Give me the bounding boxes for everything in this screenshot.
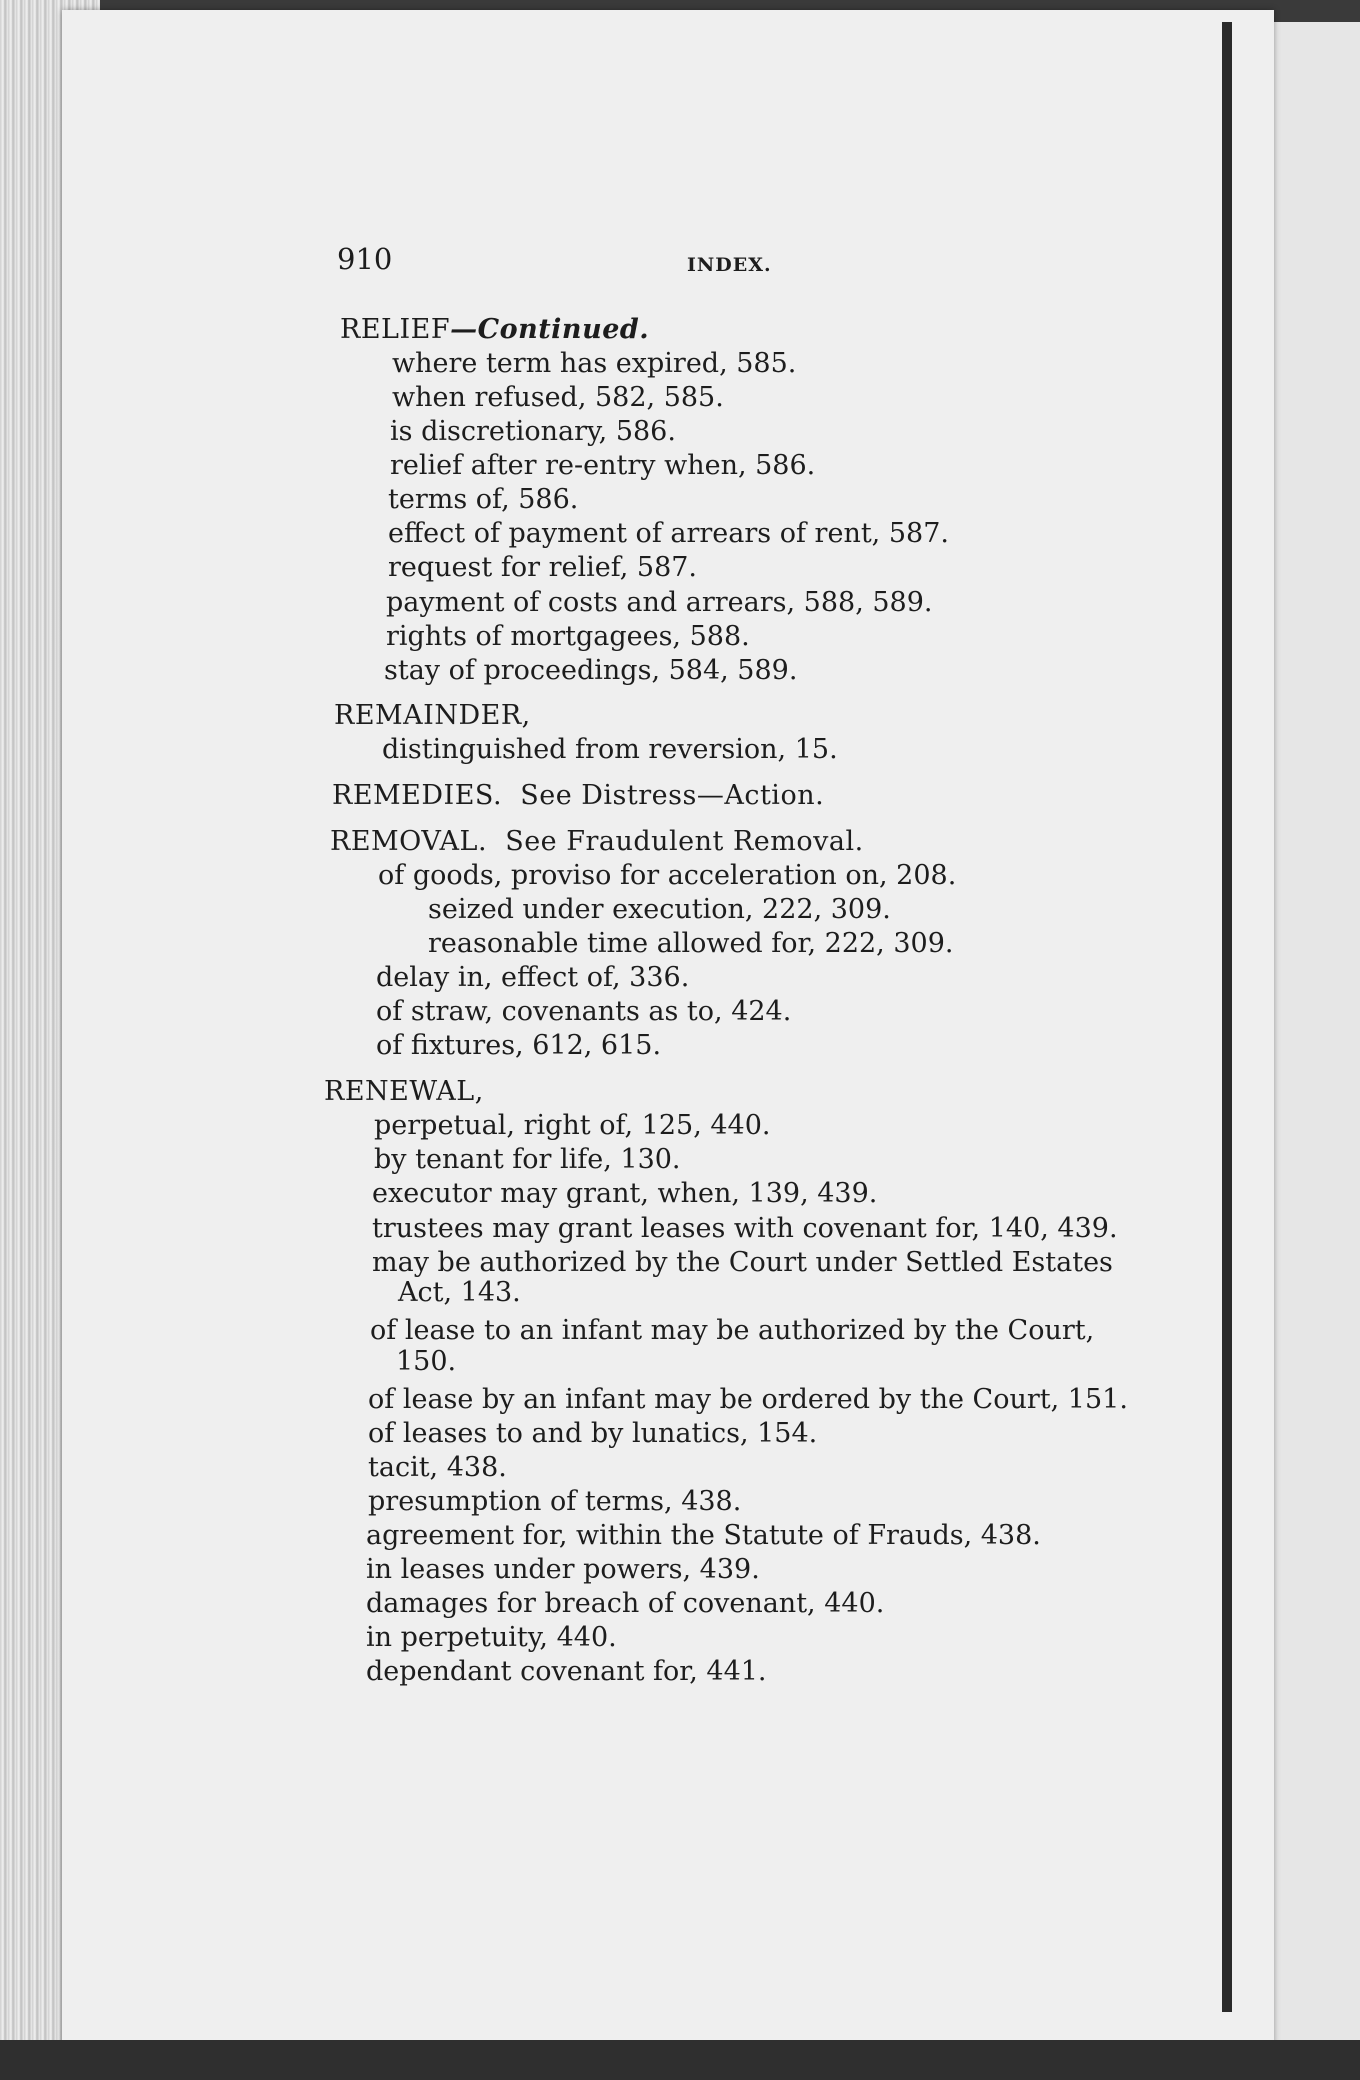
index-line: rights of mortgagees, 588. xyxy=(386,621,750,652)
index-line: trustees may grant leases with covenant for, 140, 439. xyxy=(372,1213,1118,1244)
index-line: relief after re-entry when, 586. xyxy=(390,450,816,481)
index-line: delay in, effect of, 336. xyxy=(376,962,690,993)
running-head: INDEX. xyxy=(687,254,772,276)
book-page xyxy=(62,10,1274,2050)
index-line: in leases under powers, 439. xyxy=(366,1554,760,1585)
index-line: request for relief, 587. xyxy=(388,552,698,583)
page-number: 910 xyxy=(337,242,393,276)
index-line: by tenant for life, 130. xyxy=(374,1144,681,1175)
index-line: stay of proceedings, 584, 589. xyxy=(384,655,798,686)
index-line: of goods, proviso for acceleration on, 208. xyxy=(378,860,957,891)
index-line: tacit, 438. xyxy=(368,1452,507,1483)
entry-heading-relief xyxy=(340,314,649,346)
entry-heading-remainder: REMAINDER, xyxy=(334,700,531,731)
entry-heading-remedies xyxy=(332,780,824,812)
index-line: of lease by an infant may be ordered by the Court, 151. xyxy=(368,1384,1128,1415)
index-line: executor may grant, when, 139, 439. xyxy=(372,1178,878,1209)
index-line: when refused, 582, 585. xyxy=(392,382,724,413)
index-line: presumption of terms, 438. xyxy=(368,1486,742,1517)
see-reference: See Fraudulent Removal. xyxy=(505,826,864,857)
index-line: perpetual, right of, 125, 440. xyxy=(374,1110,771,1141)
index-line: reasonable time allowed for, 222, 309. xyxy=(428,928,954,959)
index-line: of lease to an infant may be authorized by the Court, xyxy=(370,1315,1095,1346)
index-line: damages for breach of covenant, 440. xyxy=(366,1588,885,1619)
index-line: in perpetuity, 440. xyxy=(366,1622,617,1653)
page-content xyxy=(62,10,1274,2050)
index-line: Act, 143. xyxy=(398,1277,521,1308)
scan-bottom-edge xyxy=(0,2040,1360,2080)
heading-text: REMOVAL. xyxy=(330,826,488,857)
index-line: 150. xyxy=(396,1346,457,1377)
entry-heading-removal xyxy=(330,826,864,858)
index-line: terms of, 586. xyxy=(388,484,579,515)
index-line: payment of costs and arrears, 588, 589. xyxy=(386,587,933,618)
entry-heading-renewal: RENEWAL, xyxy=(324,1076,484,1107)
index-line: is discretionary, 586. xyxy=(390,416,676,447)
index-line: may be authorized by the Court under Settled Estates xyxy=(372,1247,1113,1278)
index-line: distinguished from reversion, 15. xyxy=(382,734,838,765)
index-line: seized under execution, 222, 309. xyxy=(428,894,891,925)
index-line: dependant covenant for, 441. xyxy=(366,1656,767,1687)
index-line: effect of payment of arrears of rent, 587. xyxy=(388,518,949,549)
index-line: of straw, covenants as to, 424. xyxy=(376,996,792,1027)
see-reference: See Distress—Action. xyxy=(520,780,825,811)
heading-text: RELIEF xyxy=(340,314,451,345)
index-line: where term has expired, 585. xyxy=(392,348,797,379)
binding-shadow xyxy=(1222,22,1232,2012)
continued-label: —Continued. xyxy=(450,314,650,345)
heading-text: REMEDIES. xyxy=(332,780,503,811)
index-line: of fixtures, 612, 615. xyxy=(376,1030,662,1061)
index-line: of leases to and by lunatics, 154. xyxy=(368,1418,818,1449)
index-line: agreement for, within the Statute of Frauds, 438. xyxy=(366,1520,1041,1551)
